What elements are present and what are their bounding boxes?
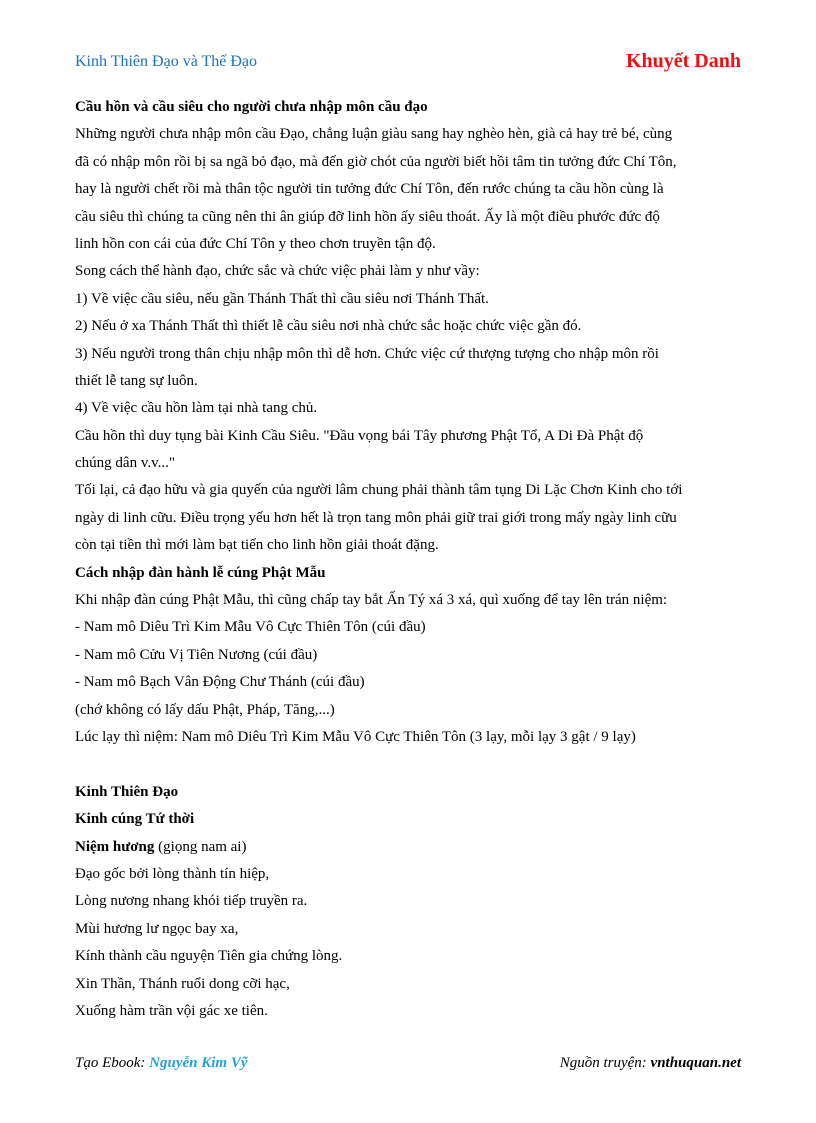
text-line: Khi nhập đàn cúng Phật Mẫu, thì cũng chấp tay bắt Ấn Tý xá 3 xá, quì xuống để tay lên trán niệm: xyxy=(75,592,668,609)
list-item: - Nam mô Cửu Vị Tiên Nương (cúi đầu) xyxy=(75,646,318,663)
page-footer xyxy=(75,1055,741,1075)
verse-line: Lòng nương nhang khói tiếp truyền ra. xyxy=(75,893,308,910)
text-line: Cầu hồn thì duy tụng bài Kinh Cầu Siêu. "Đầu vọng bái Tây phương Phật Tổ, A Di Đà Phật độ xyxy=(75,427,644,444)
page-content xyxy=(75,94,745,1025)
section-heading: Cầu hồn và cầu siêu cho người chưa nhập môn cầu đạo xyxy=(75,99,428,115)
text-line: Những người chưa nhập môn cầu Đạo, chẳng luận giàu sang hay nghèo hèn, già cả hay trẻ bé, cùng xyxy=(75,126,673,143)
verse-line: Đạo gốc bởi lòng thành tín hiệp, xyxy=(75,865,270,882)
text-line: Song cách thể hành đạo, chức sắc và chức việc phải làm y như vầy: xyxy=(75,263,480,280)
verse-title-line xyxy=(75,834,745,861)
text-line: Tối lại, cả đạo hữu và gia quyến của người lâm chung phải thành tâm tụng Di Lặc Chơn Kinh cho tới xyxy=(75,482,683,499)
text-line: (chớ không có lấy dấu Phật, Pháp, Tăng,...) xyxy=(75,701,335,718)
author-name: Khuyết Danh xyxy=(625,50,741,72)
verse-line: Kính thành cầu nguyện Tiên gia chứng lòng. xyxy=(75,948,343,965)
text-line: còn tại tiền thì mới làm bạt tiến cho linh hồn giải thoát đặng. xyxy=(75,537,439,554)
list-item: 1) Về việc cầu siêu, nếu gần Thánh Thất thì cầu siêu nơi Thánh Thất. xyxy=(75,290,489,307)
verse-note: (giọng nam ai) xyxy=(154,838,247,855)
page-header xyxy=(75,50,741,76)
text-line: ngày di linh cữu. Điều trọng yếu hơn hết là trọn tang môn phải giữ trai giới trong mấy ngày linh cữu xyxy=(75,509,677,526)
ebook-separator: : xyxy=(140,1055,150,1071)
book-title: Kinh Thiên Đạo và Thế Đạo xyxy=(75,53,258,70)
text-line: Lúc lạy thì niệm: Nam mô Diêu Trì Kim Mẫu Vô Cực Thiên Tôn (3 lạy, mỗi lạy 3 gật / 9 lạy) xyxy=(75,728,636,745)
verse-title: Niệm hương xyxy=(75,838,155,855)
text-line: chúng dân v.v..." xyxy=(75,455,175,472)
ebook-label: Tạo Ebook xyxy=(75,1055,141,1071)
ebook-credit xyxy=(75,1055,248,1072)
text-line: linh hồn con cái của đức Chí Tôn y theo chơn truyền tận độ. xyxy=(75,235,436,252)
section-heading: Kinh Thiên Đạo xyxy=(75,783,179,800)
text-line: cầu siêu thì chúng ta cũng nên thi ân giúp đỡ linh hồn ấy siêu thoát. Ấy là một điều phước đức độ xyxy=(75,208,660,225)
blank-line xyxy=(75,751,745,778)
text-line: đã có nhập môn rồi bị sa ngã bỏ đạo, mà đến giờ chót của người biết hồi tâm tin tưởng đức Chí Tôn, xyxy=(75,153,677,170)
verse-line: Xin Thần, Thánh ruổi dong cỡi hạc, xyxy=(75,975,290,992)
list-item: 4) Về việc cầu hồn làm tại nhà tang chủ. xyxy=(75,400,318,417)
source-separator: : xyxy=(641,1055,651,1071)
ebook-creator: Nguyễn Kim Vỹ xyxy=(149,1055,248,1071)
text-line: thiết lễ tang sự luôn. xyxy=(75,372,198,389)
source-name: vnthuquan.net xyxy=(650,1055,741,1071)
source-label: Nguồn truyện xyxy=(559,1055,642,1071)
list-item: 3) Nếu người trong thân chịu nhập môn thì dễ hơn. Chức việc cứ thượng tượng cho nhập môn rồi xyxy=(75,345,659,362)
source-credit xyxy=(560,1055,741,1072)
list-item: 2) Nếu ở xa Thánh Thất thì thiết lễ cầu siêu nơi nhà chức sắc hoặc chức việc gần đó. xyxy=(75,318,582,335)
list-item: - Nam mô Bạch Vân Động Chư Thánh (cúi đầu) xyxy=(75,674,365,691)
sub-heading: Kinh cúng Tứ thời xyxy=(75,811,195,828)
section-heading: Cách nhập đàn hành lễ cúng Phật Mẫu xyxy=(75,564,326,581)
list-item: - Nam mô Diêu Trì Kim Mẫu Vô Cực Thiên Tôn (cúi đầu) xyxy=(75,619,426,636)
verse-line: Xuống hàm trần vội gác xe tiên. xyxy=(75,1002,268,1019)
verse-line: Mùi hương lư ngọc bay xa, xyxy=(75,920,239,937)
text-line: hay là người chết rồi mà thân tộc người tin tưởng đức Chí Tôn, đến rước chúng ta cầu hồn cùng là xyxy=(75,181,664,198)
